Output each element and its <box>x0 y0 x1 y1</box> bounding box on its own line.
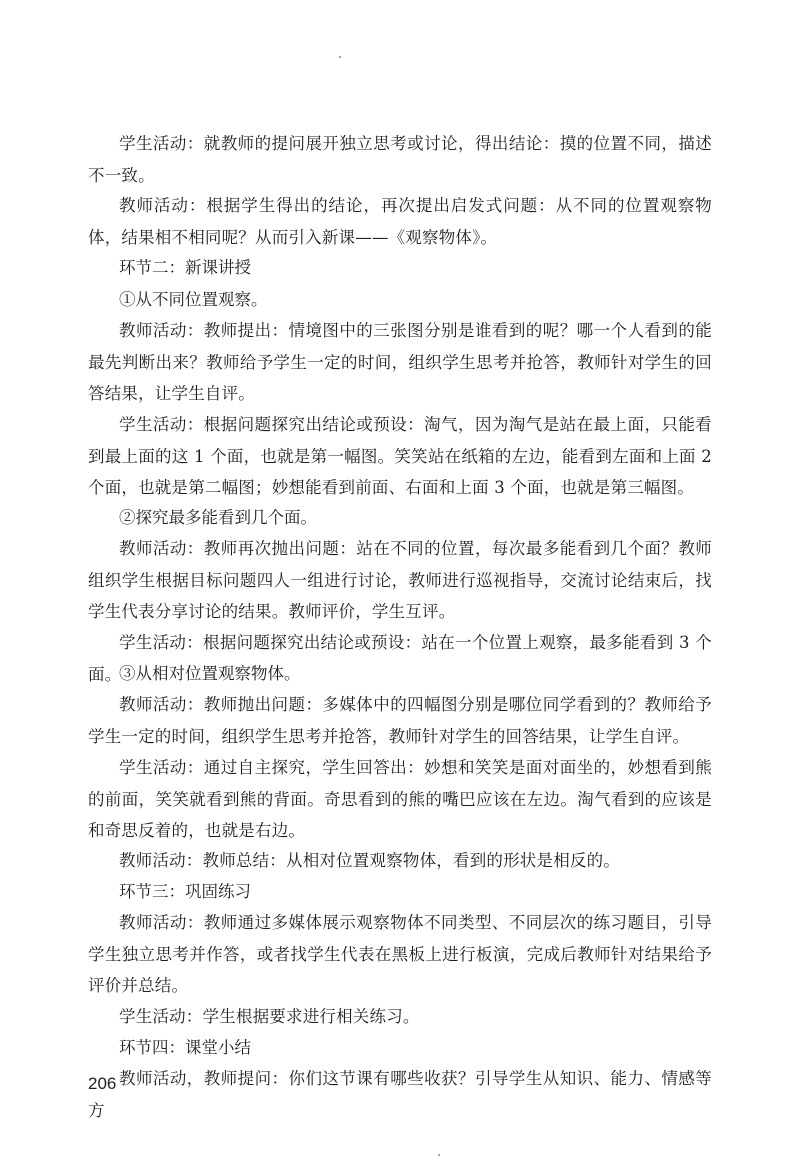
subsection-max-faces: ②探究最多能看到几个面。 <box>119 508 317 527</box>
page-number: 206 <box>88 1074 117 1093</box>
paragraph-teacher-activity-5: 教师活动：教师通过多媒体展示观察物体不同类型、不同层次的练习题目，引导学生独立思考并作答，或者找学生代表在黑板上进行板演，完成后教师针对结果给予评价并总结。 <box>88 913 712 995</box>
paragraph-teacher-activity-6: 教师活动，教师提问：你们这节课有哪些收获？引导学生从知识、能力、情感等方 <box>88 1069 712 1120</box>
subsection-observe-positions: ①从不同位置观察。 <box>119 290 268 309</box>
paragraph-teacher-summary: 教师活动：教师总结：从相对位置观察物体，看到的形状是相反的。 <box>119 851 620 870</box>
paragraph-student-activity-1: 学生活动：就教师的提问展开独立思考或讨论，得出结论：摸的位置不同，描述不一致。 <box>88 134 712 185</box>
section-heading-summary: 环节四：课堂小结 <box>119 1038 251 1057</box>
paragraph-student-activity-2: 学生活动：根据问题探究出结论或预设：淘气，因为淘气是站在最上面，只能看到最上面的这 1 个面，也就是第一幅图。笑笑站在纸箱的左边，能看到左面和上面 2 个面，也就是第二幅图；妙想能看到前面、右面和上面 3 个面，也就是第三幅图。 <box>88 415 712 497</box>
scan-speck <box>438 1154 440 1156</box>
paragraph-teacher-activity-1: 教师活动：根据学生得出的结论，再次提出启发式问题：从不同的位置观察物体，结果相不相同呢？从而引入新课——《观察物体》。 <box>88 196 712 247</box>
paragraph-teacher-activity-3: 教师活动：教师再次抛出问题：站在不同的位置，每次最多能看到几个面？教师组织学生根据目标问题四人一组进行讨论，教师进行巡视指导，交流讨论结束后，找学生代表分享讨论的结果。教师评价，学生互评。 <box>88 539 712 621</box>
paragraph-teacher-activity-4: 教师活动：教师抛出问题：多媒体中的四幅图分别是哪位同学看到的？教师给予学生一定的时间，组织学生思考并抢答，教师针对学生的回答结果，让学生自评。 <box>88 695 712 746</box>
paragraph-teacher-activity-2: 教师活动：教师提出：情境图中的三张图分别是谁看到的呢？哪一个人看到的能最先判断出来？教师给予学生一定的时间，组织学生思考并抢答，教师针对学生的回答结果，让学生自评。 <box>88 321 712 403</box>
paragraph-student-activity-3: 学生活动：根据问题探究出结论或预设：站在一个位置上观察，最多能看到 3 个面。 <box>88 633 712 684</box>
section-heading-new-lesson: 环节二：新课讲授 <box>119 258 251 277</box>
paragraph-student-activity-5: 学生活动：学生根据要求进行相关练习。 <box>119 1007 420 1026</box>
section-heading-practice: 环节三：巩固练习 <box>119 882 251 901</box>
subsection-relative-position: ③从相对位置观察物体。 <box>119 664 301 683</box>
paragraph-student-activity-4: 学生活动：通过自主探究，学生回答出：妙想和笑笑是面对面坐的，妙想看到熊的前面，笑笑就看到熊的背面。奇思看到的熊的嘴巴应该在左边。淘气看到的应该是和奇思反着的，也就是右边。 <box>88 758 712 840</box>
scan-speck <box>339 56 341 58</box>
